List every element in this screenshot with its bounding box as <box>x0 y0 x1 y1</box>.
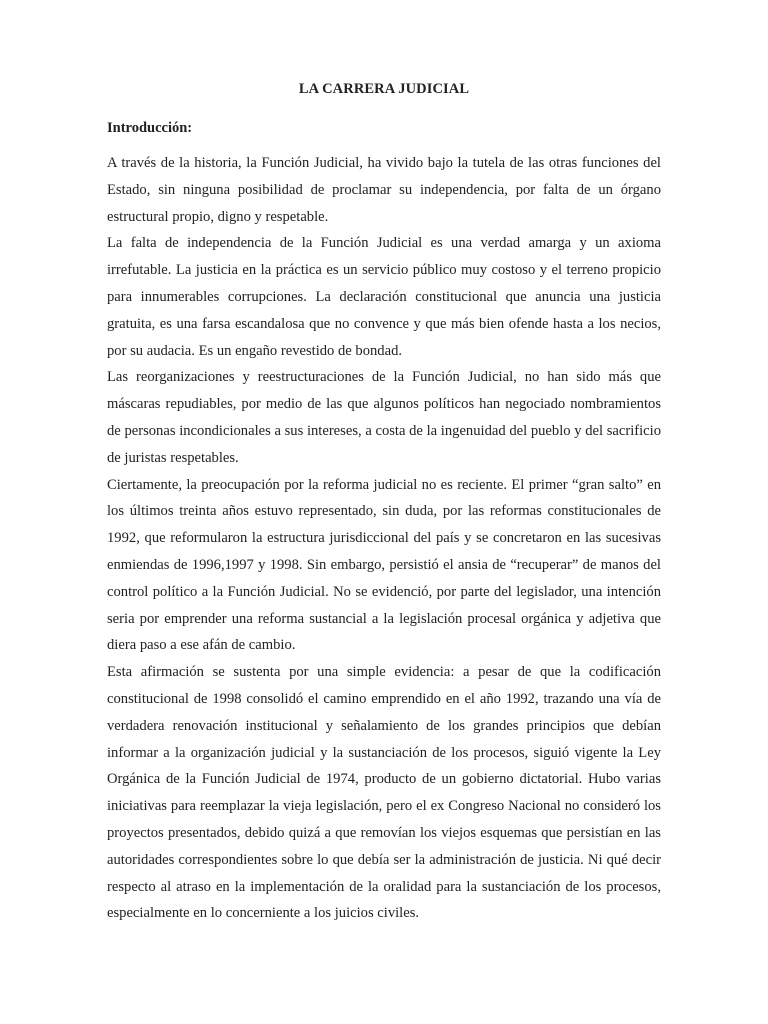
document-title: LA CARRERA JUDICIAL <box>298 81 470 97</box>
document-body <box>107 150 661 927</box>
paragraph: Las reorganizaciones y reestructuraciones de la Función Judicial, no han sido más que máscaras repudiables, por medio de las que algunos políticos han negociado nombramientos de personas incondicionales a sus intereses, a costa de la ingenuidad del pueblo y del sacrificio de juristas respetables. <box>107 369 661 466</box>
paragraph: Ciertamente, la preocupación por la reforma judicial no es reciente. El primer “gran salto” en los últimos treinta años estuvo representado, sin duda, por las reformas constitucionales de 1992, que reformularon la estructura jurisdiccional del país y se concretaron en las sucesivas enmiendas de 1996,1997 y 1998. Sin embargo, persistió el ansia de “recuperar” de manos del control político a la Función Judicial. No se evidenció, por parte del legislador, una intención seria por emprender una reforma sustancial a la legislación procesal orgánica y adjetiva que diera paso a ese afán de cambio. <box>107 476 661 654</box>
section-heading: Introducción: <box>107 120 193 136</box>
paragraph: A través de la historia, la Función Judicial, ha vivido bajo la tutela de las otras funciones del Estado, sin ninguna posibilidad de proclamar su independencia, por falta de un órgano estructural propio, digno y respetable. <box>107 155 661 225</box>
paragraph: Esta afirmación se sustenta por una simple evidencia: a pesar de que la codificación constitucional de 1998 consolidó el camino emprendido en el año 1992, trazando una vía de verdadera renovación institucional y señalamiento de los grandes principios que debían informar a la organización judicial y la sustanciación de los procesos, siguió vigente la Ley Orgánica de la Función Judicial de 1974, producto de un gobierno dictatorial. Hubo varias iniciativas para reemplazar la vieja legislación, pero el ex Congreso Nacional no consideró los proyectos presentados, debido quizá a que removían los viejos esquemas que persistían en las autoridades correspondientes sobre lo que debía ser la administración de justicia. Ni qué decir respecto al atraso en la implementación de la oralidad para la sustanciación de los procesos, especialmente en lo concerniente a los juicios civiles. <box>107 664 661 922</box>
paragraph: La falta de independencia de la Función Judicial es una verdad amarga y un axioma irrefutable. La justicia en la práctica es un servicio público muy costoso y el terreno propicio para innumerables corrupciones. La declaración constitucional que anuncia una justicia gratuita, es una farsa escandalosa que no convence y que más bien ofende hasta a los necios, por su audacia. Es un engaño revestido de bondad. <box>107 235 661 359</box>
